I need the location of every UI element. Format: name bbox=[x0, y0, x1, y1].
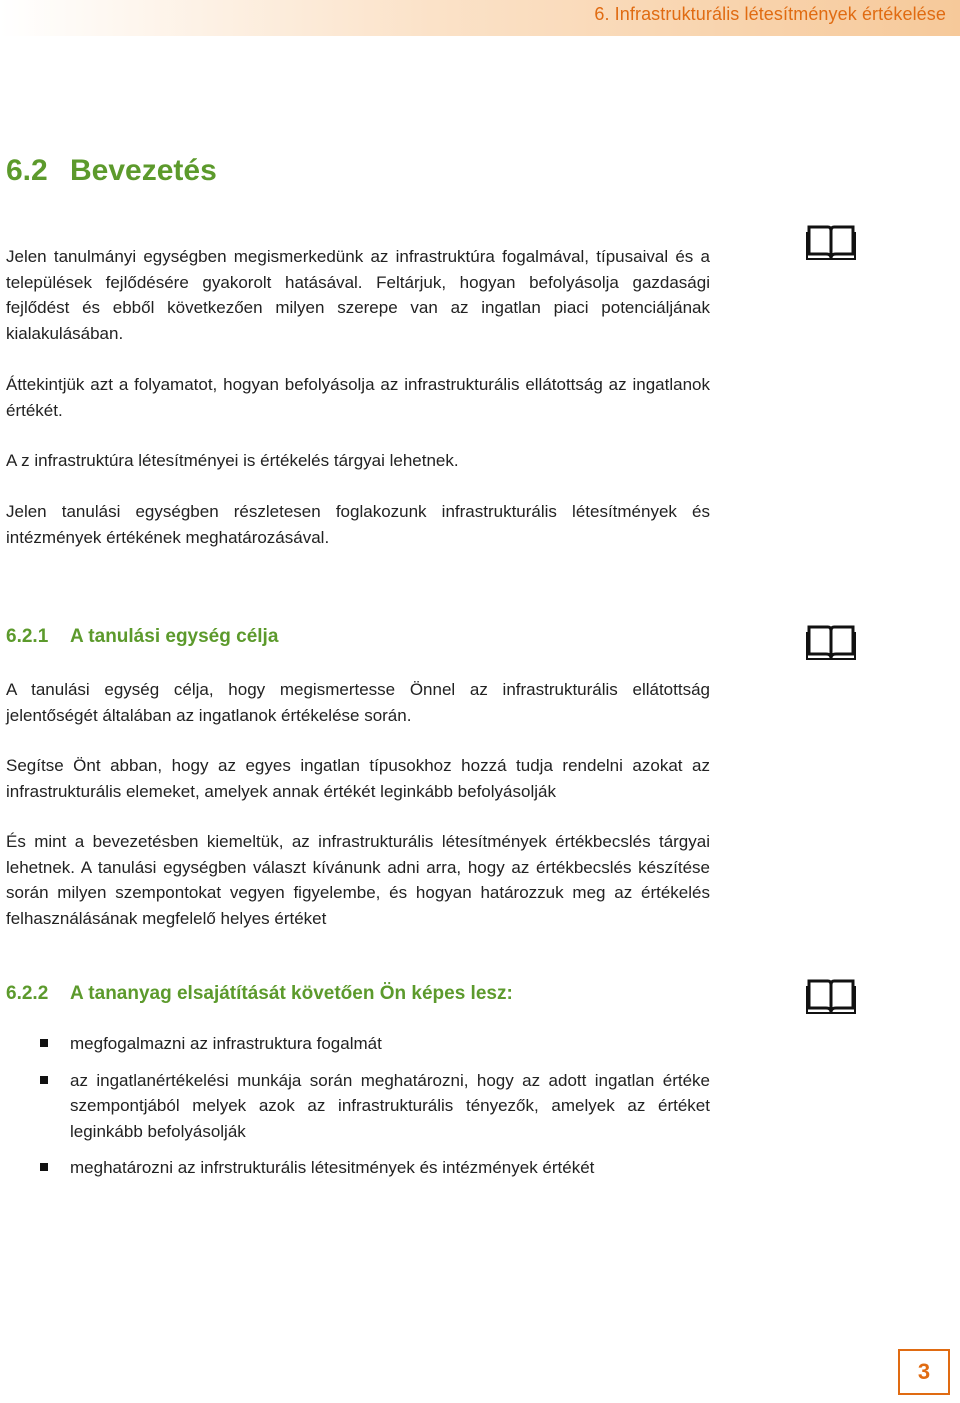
section-title: Bevezetés bbox=[70, 154, 217, 187]
outcome-list bbox=[40, 1031, 710, 1181]
list-item bbox=[40, 1031, 710, 1057]
open-book-icon bbox=[806, 976, 856, 1014]
bullet-square-icon bbox=[40, 1039, 48, 1047]
open-book-icon bbox=[806, 222, 856, 260]
chapter-title: 6. Infrastrukturális létesítmények értékelése bbox=[594, 4, 946, 24]
bullet-square-icon bbox=[40, 1163, 48, 1171]
goal-paragraph-1: A tanulási egység célja, hogy megismertesse Önnel az infrastrukturális ellátottság jelentőségét általában az ingatlanok értékelése során. bbox=[6, 680, 710, 725]
subsection-title: A tananyag elsajátítását követően Ön képes lesz: bbox=[70, 983, 513, 1004]
intro-paragraph-3: A z infrastruktúra létesítményei is értékelés tárgyai lehetnek. bbox=[6, 451, 459, 470]
section-number: 6.2 bbox=[6, 154, 48, 187]
list-item-text: az ingatlanértékelési munkája során meghatározni, hogy az adott ingatlan értéke szempontjából melyek azok az infrastrukturális tényezők, amelyek az értéket leginkább befolyásolják bbox=[70, 1070, 710, 1141]
page-header bbox=[0, 0, 960, 36]
goal-paragraph-2: Segítse Önt abban, hogy az egyes ingatlan típusokhoz hozzá tudja rendelni azokat az infrastrukturális elemeket, amelyek annak értékét leginkább befolyásolják bbox=[6, 756, 710, 801]
intro-paragraph-2: Áttekintjük azt a folyamatot, hogyan befolyásolja az infrastrukturális ellátottság az ingatlanok értékét. bbox=[6, 375, 710, 420]
subsection-heading-1 bbox=[6, 626, 278, 648]
subsection-number: 6.2.2 bbox=[6, 983, 49, 1004]
list-item bbox=[40, 1068, 710, 1145]
subsection-title: A tanulási egység célja bbox=[70, 626, 279, 647]
subsection-heading-2 bbox=[6, 983, 513, 1005]
subsection-number: 6.2.1 bbox=[6, 626, 49, 647]
intro-paragraph-4: Jelen tanulási egységben részletesen foglakozunk infrastrukturális létesítmények és intézmények értékének meghatározásával. bbox=[6, 502, 710, 547]
section-heading bbox=[6, 154, 217, 188]
list-item bbox=[40, 1155, 710, 1181]
page-number: 3 bbox=[898, 1349, 950, 1395]
bullet-square-icon bbox=[40, 1076, 48, 1084]
intro-paragraph-1: Jelen tanulmányi egységben megismerkedünk az infrastruktúra fogalmával, típusaival és a települések fejlődésére gyakorolt hatásával. Feltárjuk, hogyan befolyásolja gazdasági fejlődést és ebből következően milyen szerepe van az ingatlan piaci potenciáljának kialakulásában. bbox=[6, 247, 710, 343]
list-item-text: meghatározni az infrstrukturális létesitmények és intézmények értékét bbox=[70, 1158, 595, 1177]
goal-paragraph-3: És mint a bevezetésben kiemeltük, az infrastrukturális létesítmények értékbecslés tárgyai lehetnek. A tanulási egységben választ kívánunk adni arra, hogy az értékbecslés készítése során milyen szempontokat vegyen figyelembe, és hogyan határozzuk meg az értékelés felhasználásának megfelelő helyes értéket bbox=[6, 832, 710, 928]
list-item-text: megfogalmazni az infrastruktura fogalmát bbox=[70, 1034, 382, 1053]
open-book-icon bbox=[806, 622, 856, 660]
